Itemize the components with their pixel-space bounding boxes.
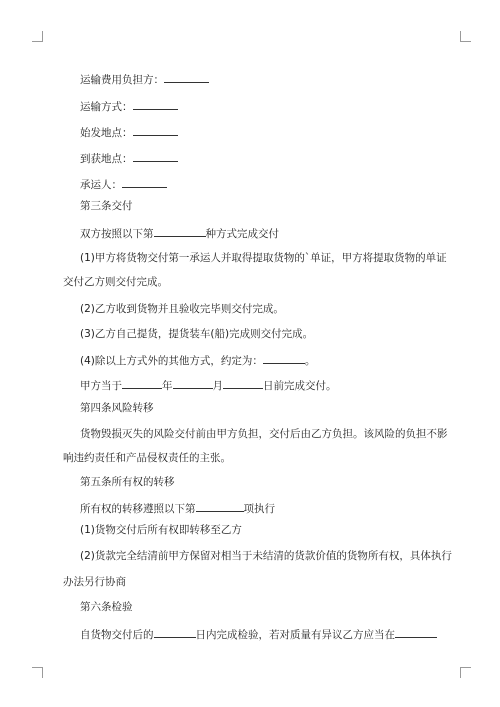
inspection-before: 自货物交付后的 (80, 629, 154, 641)
carrier-blank[interactable] (122, 176, 167, 188)
delivery-month-blank[interactable] (173, 377, 213, 389)
delivery-year-blank[interactable] (122, 377, 162, 389)
transport-mode-line (80, 98, 178, 112)
delivery-date-line (80, 377, 337, 391)
delivery-date-p2: 年 (162, 380, 173, 392)
inspection-objection-blank[interactable] (395, 626, 437, 638)
delivery-date-p3: 月 (212, 380, 223, 392)
freight-payer-blank[interactable] (164, 71, 209, 83)
origin-label: 始发地点： (80, 127, 133, 139)
ownership-option-2-line2: 办法另行协商 (63, 576, 126, 588)
destination-label: 到获地点： (80, 153, 133, 165)
risk-transfer-line2: 响违约责任和产品侵权责任的主张。 (63, 452, 231, 464)
delivery-option-1-line2: 交付乙方则交付完成。 (63, 276, 168, 288)
inspection-line (80, 626, 437, 640)
ownership-option-1: (1)货物交付后所有权即转移至乙方 (80, 524, 242, 536)
ownership-transfer-line (80, 500, 275, 514)
transport-mode-label: 运输方式： (80, 101, 133, 113)
inspection-middle: 日内完成检验，若对质量有异议乙方应当在 (195, 629, 395, 641)
freight-payer-line (80, 71, 209, 85)
crop-mark-bottom-right (460, 667, 471, 678)
crop-mark-bottom-left (32, 667, 43, 678)
article-6-heading: 第六条检验 (80, 601, 133, 613)
article-3-heading: 第三条交付 (80, 200, 133, 212)
delivery-method-line (80, 225, 279, 239)
ownership-option-2-line1: (2)货款完全结清前甲方保留对相当于未结清的货款价值的货物所有权，具体执行 (80, 550, 452, 562)
delivery-date-p1: 甲方当于 (80, 380, 122, 392)
crop-mark-top-right (460, 31, 471, 42)
delivery-option-4-line (80, 352, 315, 366)
delivery-option-3: (3)乙方自己提货，提货装车(船)完成则交付完成。 (80, 328, 314, 340)
inspection-days-blank[interactable] (154, 626, 196, 638)
ownership-transfer-after: 项执行 (243, 503, 275, 515)
delivery-option-4-after: 。 (304, 355, 316, 367)
transport-mode-blank[interactable] (133, 98, 178, 110)
delivery-method-before: 双方按照以下第 (80, 228, 154, 240)
origin-blank[interactable] (133, 124, 178, 136)
crop-mark-top-left (32, 31, 43, 42)
destination-line (80, 150, 178, 164)
article-4-heading: 第四条风险转移 (80, 402, 154, 414)
ownership-transfer-blank[interactable] (196, 500, 244, 512)
carrier-label: 承运人： (80, 179, 122, 191)
delivery-option-4-blank[interactable] (263, 352, 305, 364)
destination-blank[interactable] (133, 150, 178, 162)
article-5-heading: 第五条所有权的转移 (80, 476, 175, 488)
freight-payer-label: 运输费用负担方： (80, 74, 164, 86)
delivery-option-2: (2)乙方收到货物并且验收完毕则交付完成。 (80, 303, 284, 315)
delivery-option-1-line1: (1)甲方将货物交付第一承运人并取得提取货物的`单证，甲方将提取货物的单证 (80, 252, 447, 264)
delivery-day-blank[interactable] (223, 377, 263, 389)
delivery-option-4-before: (4)除以上方式外的其他方式，约定为： (80, 355, 263, 367)
risk-transfer-line1: 货物毁损灭失的风险交付前由甲方负担，交付后由乙方负担。该风险的负担不影 (80, 428, 448, 440)
delivery-method-blank[interactable] (154, 225, 206, 237)
origin-line (80, 124, 178, 138)
carrier-line (80, 176, 167, 190)
ownership-transfer-before: 所有权的转移遵照以下第 (80, 503, 196, 515)
delivery-date-p4: 日前完成交付。 (263, 380, 337, 392)
delivery-method-after: 种方式完成交付 (205, 228, 279, 240)
